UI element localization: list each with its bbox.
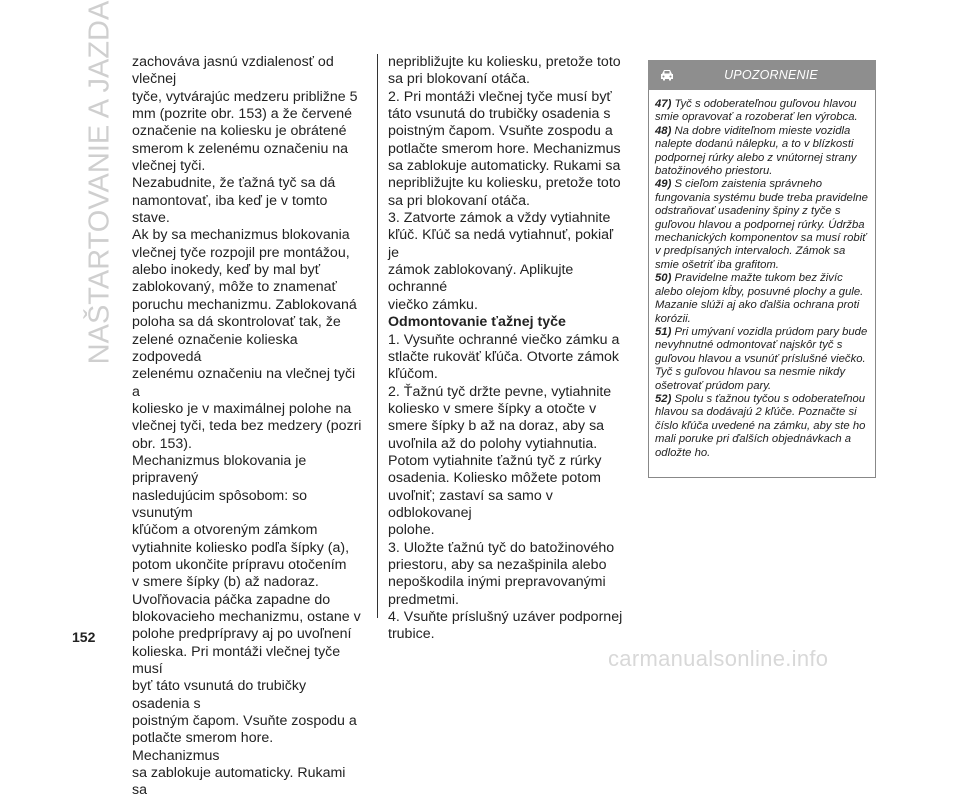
warning-line — [655, 111, 869, 124]
text-line: vlečnej tyči, teda bez medzery (pozri — [132, 418, 362, 435]
warning-text: hlavou sa dodávajú 2 kľúče. Poznačte si — [655, 406, 857, 419]
text-line: smerom k zelenému označeniu na — [132, 140, 349, 157]
warning-number: 52) — [655, 392, 672, 405]
text-line: 3. Zatvorte zámok a vždy vytiahnite — [388, 210, 611, 227]
warning-line — [655, 245, 869, 258]
warning-text: mali poruke pri ďalších objednávkach a — [655, 433, 852, 446]
text-line: osadenia. Koliesko môžete potom — [388, 470, 601, 487]
warning-text: ošetrovať prúdom pary. — [655, 379, 772, 392]
text-line: 2. Pri montáži vlečnej tyče musí byť — [388, 88, 612, 105]
text-line: kľúčom. — [388, 366, 438, 383]
text-line: poruchu mechanizmu. Zablokovaná — [132, 296, 357, 313]
section-title: NAŠTARTOVANIE A JAZDA — [83, 0, 116, 365]
text-line: polohe. — [388, 522, 435, 539]
warning-text: Tyč s odoberateľnou guľovou hlavou — [674, 98, 857, 110]
text-line: uvoľniť; zastaví sa samo v odblokovanej — [388, 487, 553, 521]
warning-number: 48) — [655, 124, 672, 137]
warning-text: nalepte dodanú nálepku, a to v blízkosti — [655, 138, 854, 151]
warning-line — [655, 192, 869, 205]
warning-text: korózii. — [655, 312, 691, 325]
warning-line — [655, 420, 869, 433]
text-line: priestoru, aby sa nezašpinila alebo — [388, 556, 607, 573]
warning-line — [655, 286, 869, 299]
warning-line — [655, 259, 869, 272]
text-line: zachováva jasnú vzdialenosť od vlečnej — [132, 54, 334, 88]
text-line: zablokovaný, môže to znamenať — [132, 279, 337, 296]
warning-line — [655, 152, 869, 165]
text-line: Nezabudnite, že ťažná tyč sa dá — [132, 175, 336, 192]
warning-line — [655, 393, 869, 406]
warning-text: smie ošetriť iba grafitom. — [655, 258, 779, 271]
text-line: tyče, vytvárajúc medzeru približne 5 — [132, 88, 358, 105]
text-line: alebo inokedy, keď by mal byť — [132, 262, 321, 279]
text-line: obr. 153). — [132, 435, 192, 452]
text-line: v smere šípky (b) až nadoraz. — [132, 574, 319, 591]
text-line: nepoškodila inými prepravovanými — [388, 574, 606, 591]
text-line: 4. Vsuňte príslušný uzáver podpornej — [388, 609, 623, 625]
warning-number: 51) — [655, 325, 672, 338]
paragraph-group — [388, 332, 624, 644]
warning-text: Mazanie slúži aj ako ďalšia ochrana proti — [655, 299, 860, 312]
text-line: sa zablokuje automaticky. Rukami sa — [132, 765, 346, 799]
text-line: blokovacieho mechanizmu, ostane v — [132, 609, 361, 625]
warning-line — [655, 272, 869, 285]
warning-line — [655, 232, 869, 245]
warning-line — [655, 406, 869, 419]
text-line: sa zablokuje automaticky. Rukami sa — [388, 158, 621, 175]
text-line: uvoľnila až do polohy vytiahnutia. — [388, 435, 598, 452]
warning-line — [655, 299, 869, 312]
warning-line — [655, 353, 869, 366]
warning-number: 47) — [655, 98, 672, 110]
warning-line — [655, 313, 869, 326]
text-line: Mechanizmus blokovania je pripravený — [132, 452, 307, 487]
text-line: namontovať, iba keď je v tomto stave. — [132, 192, 328, 227]
text-line: 2. Ťažnú tyč držte pevne, vytiahnite — [388, 383, 612, 400]
text-column-middle — [388, 54, 624, 644]
warning-number: 50) — [655, 272, 672, 285]
text-line: táto vsunutá do trubičky osadenia s — [388, 106, 611, 123]
text-line: zámok zablokovaný. Aplikujte ochranné — [388, 262, 574, 296]
warning-box — [648, 60, 876, 478]
warning-title: UPOZORNENIE — [724, 68, 818, 82]
text-line: koliesko v smere šípky a otočte v — [388, 400, 597, 417]
text-line: potlačte smerom hore. Mechanizmus — [388, 140, 621, 157]
text-line: zelené označenie kolieska zodpovedá — [132, 331, 298, 365]
text-line: 3. Uložte ťažnú tyč do batožinového — [388, 539, 615, 556]
text-line: sa pri blokovaní otáča. — [388, 192, 530, 209]
warning-header — [648, 60, 876, 90]
warning-line — [655, 366, 869, 379]
text-line: byť táto vsunutá do trubičky osadenia s — [132, 678, 307, 712]
text-line: kľúč. Kľúč sa nedá vytiahnuť, pokiaľ je — [388, 227, 614, 261]
text-line: kolieska. Pri montáži vlečnej tyče musí — [132, 643, 341, 678]
column-divider — [377, 54, 378, 618]
text-line: polohe predprípravy aj po uvoľnení — [132, 626, 352, 643]
warning-line — [655, 219, 869, 232]
warning-text: Spolu s ťažnou tyčou s odoberateľnou — [674, 392, 866, 405]
paragraph-group — [388, 54, 624, 314]
text-line: koliesko je v maximálnej polohe na — [132, 400, 352, 417]
warning-line — [655, 380, 869, 393]
text-line: kľúčom a otvoreným zámkom — [132, 522, 318, 539]
text-line: potom ukončite prípravu otočením — [132, 556, 347, 573]
text-line: viečko zámku. — [388, 296, 478, 313]
warning-text: guľovou hlavou a podpornej rúrky. Údržba — [655, 218, 865, 231]
text-line: nepribližujte ku koliesku, pretože toto — [388, 175, 621, 192]
text-line: sa pri blokovaní otáča. — [388, 71, 530, 88]
text-line: označenie na koliesku je obrátené — [132, 123, 347, 140]
warning-text: S cieľom zaistenia správneho — [674, 178, 823, 191]
warning-text: číslo kľúča uvedené na zámku, aby ste ho — [655, 419, 866, 432]
car-warning-icon — [658, 66, 676, 84]
text-line: vytiahnite koliesko podľa šípky (a), — [132, 539, 350, 556]
warning-line — [655, 98, 869, 111]
text-line: stlačte rukoväť kľúča. Otvorte zámok — [388, 348, 620, 365]
text-line: smere šípky b až na doraz, aby sa — [388, 418, 605, 435]
warning-text: fungovania systému bude treba pravidelne — [655, 191, 868, 204]
text-line: vlečnej tyči. — [132, 158, 206, 175]
warning-text: v predpísaných intervaloch. Zámok sa — [655, 245, 846, 258]
page-number: 152 — [72, 629, 96, 645]
text-line: Potom vytiahnite ťažnú tyč z rúrky — [388, 452, 602, 469]
warning-line — [655, 125, 869, 138]
text-line: 1. Vysuňte ochranné viečko zámku a — [388, 331, 620, 348]
warning-text: Na dobre viditeľnom mieste vozidla — [674, 124, 851, 137]
warning-line — [655, 326, 869, 339]
text-column-left — [132, 54, 364, 800]
warning-line — [655, 138, 869, 151]
watermark: carmanualsonline.info — [608, 646, 829, 671]
warning-number: 49) — [655, 178, 672, 191]
text-line: mm (pozrite obr. 153) a že červené — [132, 106, 353, 123]
warning-text: mechanických komponentov sa musí robiť — [655, 232, 867, 245]
warning-text: nevyhnutné odmontovať najskôr tyč s — [655, 339, 843, 352]
text-line: Uvoľňovacia páčka zapadne do — [132, 591, 331, 608]
warning-text: podpornej rúrky alebo z vnútornej strany — [655, 151, 857, 164]
warning-text: batožinového priestoru. — [655, 165, 773, 178]
warning-line — [655, 205, 869, 218]
text-line: potlačte smerom hore. Mechanizmus — [132, 730, 274, 764]
text-line: trubice. — [388, 626, 435, 643]
text-line: Ak by sa mechanizmus blokovania — [132, 227, 350, 244]
warning-line — [655, 447, 869, 460]
warning-line — [655, 339, 869, 352]
warning-text: alebo olejom kĺby, posuvné plochy a gule. — [655, 285, 864, 298]
warning-text: Tyč s guľovou hlavou sa nesmie nikdy — [655, 366, 846, 379]
warning-line — [655, 178, 869, 191]
warning-text: Pri umývaní vozidla prúdom pary bude — [674, 325, 868, 338]
warning-body — [648, 90, 876, 478]
warning-text: Pravidelne mažte tukom bez živíc — [674, 272, 843, 285]
warning-text: odložte ho. — [655, 446, 711, 459]
text-line: predmetmi. — [388, 591, 459, 608]
warning-text: odstraňovať usadeniny špiny z tyče s — [655, 205, 841, 218]
text-line: vlečnej tyče rozpojil pre montážou, — [132, 244, 350, 261]
warning-text: guľovou hlavou a vsunúť príslušné viečko. — [655, 352, 866, 365]
text-line: nepribližujte ku koliesku, pretože toto — [388, 54, 621, 70]
text-line: poistným čapom. Vsuňte zospodu a — [388, 123, 613, 140]
text-line: poistným čapom. Vsuňte zospodu a — [132, 713, 357, 730]
text-line: zelenému označeniu na vlečnej tyči a — [132, 366, 356, 400]
text-line: poloha sa dá skontrolovať tak, že — [132, 314, 341, 331]
warning-line — [655, 165, 869, 178]
section-heading: Odmontovanie ťažnej tyče — [388, 314, 566, 331]
warning-line — [655, 433, 869, 446]
text-line: nasledujúcim spôsobom: so vsunutým — [132, 487, 308, 521]
warning-text: smie opravovať a rozoberať len výrobca. — [655, 111, 858, 124]
